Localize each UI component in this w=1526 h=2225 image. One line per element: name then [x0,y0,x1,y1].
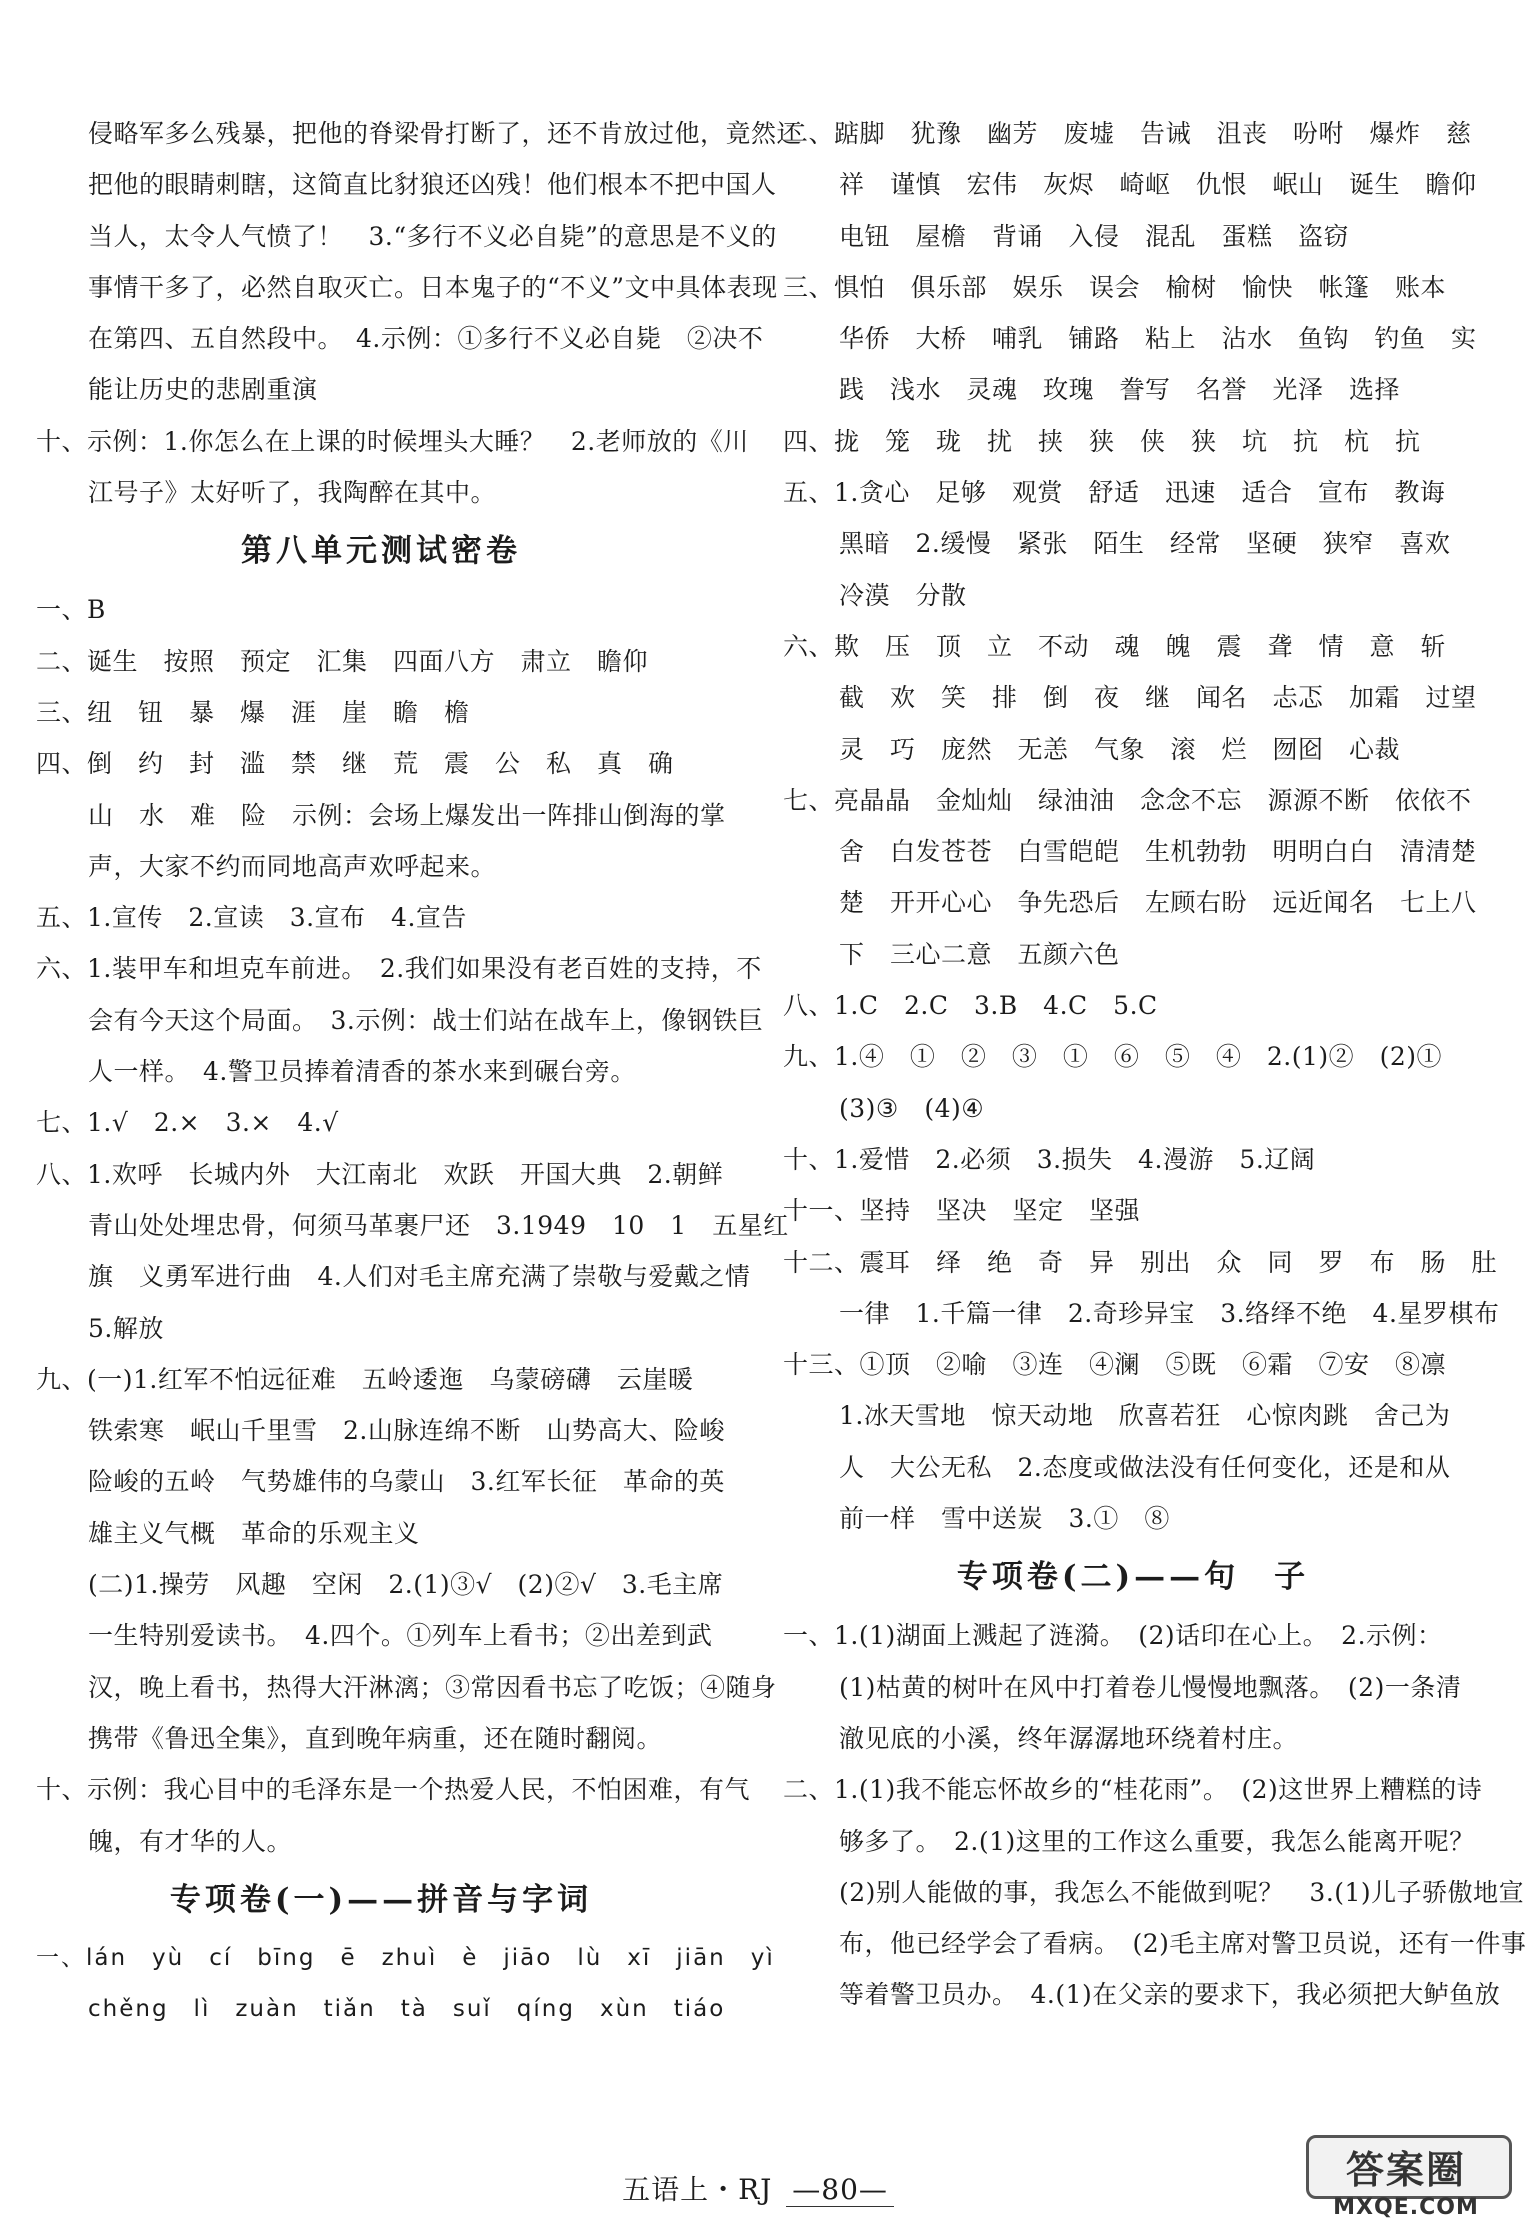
right-answer-line: 一、1.(1)湖面上溅起了涟漪。 (2)话印在心上。 2.示例： [783,1621,1443,1651]
right-answer-line: 四、拢 笼 珑 扰 挟 狭 侠 狭 坑 抗 杭 抗 [783,426,1421,456]
left-answer-line: 声，大家不约而同地高声欢呼起来。 [88,851,497,881]
left-answer-line: 汉，晚上看书，热得大汗淋漓；③常因看书忘了吃饭；④随身 [88,1672,777,1702]
left-answer-line: chěng lì zuàn tiǎn tà suǐ qíng xùn tiáo [88,1996,726,2023]
left-answer-line: 九、(一)1.红军不怕远征难 五岭逶迤 乌蒙磅礴 云崖暖 [36,1364,694,1394]
left-answer-line: 青山处处埋忠骨，何须马革裹尸还 3.1949 10 1 五星红 [88,1210,789,1240]
right-column [783,108,1526,2021]
right-answer-line: 人 大公无私 2.态度或做法没有任何变化，还是和从 [839,1452,1451,1482]
right-answer-line: 舍 白发苍苍 白雪皑皑 生机勃勃 明明白白 清清楚 [839,837,1477,867]
left-answer-line: 山 水 难 险 示例：会场上爆发出一阵排山倒海的掌 [88,800,726,830]
left-answer-line: 十、示例：我心目中的毛泽东是一个热爱人民，不怕困难，有气 [36,1775,751,1805]
right-answer-line: 一律 1.千篇一律 2.奇珍异宝 3.络绎不绝 4.星罗棋布 [839,1298,1500,1328]
right-answer-line: 二、踮脚 犹豫 幽芳 废墟 告诫 沮丧 吩咐 爆炸 慈 [783,119,1472,148]
left-answer-line: 二、诞生 按照 预定 汇集 四面八方 肃立 瞻仰 [36,646,649,676]
left-answer-line: 铁索寒 岷山千里雪 2.山脉连绵不断 山势高大、险峻 [88,1416,725,1446]
left-answer-line: 携带《鲁迅全集》，直到晚年病重，还在随时翻阅。 [88,1723,663,1753]
right-answer-line: (1)枯黄的树叶在风中打着卷儿慢慢地飘落。 (2)一条清 [839,1672,1462,1702]
left-answer-line: 五、1.宣传 2.宣读 3.宣布 4.宣告 [36,903,467,933]
right-answer-line: 九、1.④ ① ② ③ ① ⑥ ⑤ ④ 2.(1)② (2)① [783,1042,1443,1072]
right-answer-line: (3)③ (4)④ [839,1093,985,1123]
right-answer-line: 灵 巧 庞然 无恙 气象 滚 烂 囫囵 心裁 [839,734,1401,764]
left-answer-line: 魄，有才华的人。 [88,1826,293,1856]
watermark-logo-text: 答案圈 [1345,2148,1466,2192]
right-answer-line: 六、欺 压 顶 立 不动 魂 魄 震 聋 情 意 斩 [783,631,1447,661]
right-answer-line: 1.冰天雪地 惊天动地 欣喜若狂 心惊肉跳 舍己为 [839,1401,1451,1431]
left-answer-line: 一、B [36,595,106,625]
right-answer-line: 十二、震耳 绎 绝 奇 异 别出 众 同 罗 布 肠 肚 [783,1247,1498,1277]
right-answer-line: 祥 谨慎 宏伟 灰烬 崎岖 仇恨 岷山 诞生 瞻仰 [839,170,1477,200]
left-answer-line: 江号子》太好听了，我陶醉在其中。 [88,478,497,508]
right-section-title: 专项卷(二)——句 子 [956,1559,1310,1596]
right-answer-line: 下 三心二意 五颜六色 [839,939,1120,969]
right-answer-line: (2)别人能做的事，我怎么不能做到呢？ 3.(1)儿子骄傲地宣 [839,1877,1525,1907]
left-section-title: 第八单元测试密卷 [241,533,521,570]
left-answer-line: 把他的眼睛刺瞎，这简直比豺狼还凶残！他们根本不把中国人 [88,170,777,200]
left-answer-line: 会有今天这个局面。 3.示例：战士们站在战车上，像钢铁巨 [88,1005,764,1035]
left-answer-line: 事情干多了，必然自取灭亡。日本鬼子的“不义”文中具体表现 [88,272,778,302]
left-answer-line: 5.解放 [88,1313,164,1343]
right-answer-line: 电钮 屋檐 背诵 入侵 混乱 蛋糕 盗窃 [839,221,1350,251]
left-answer-line: 雄主义气概 革命的乐观主义 [88,1518,420,1548]
left-answer-line: 一生特别爱读书。 4.四个。①列车上看书；②出差到武 [88,1621,713,1651]
page-number: —80— [786,2173,894,2207]
right-answer-line: 十一、坚持 坚决 坚定 坚强 [783,1196,1141,1226]
watermark-url: MXQE.COM [1333,2195,1479,2220]
right-answer-line: 十、1.爱惜 2.必须 3.损失 4.漫游 5.辽阔 [783,1144,1316,1174]
right-answer-line: 践 浅水 灵魂 玫瑰 誊写 名誉 光泽 选择 [839,375,1401,405]
right-answer-line: 等着警卫员办。 4.(1)在父亲的要求下，我必须把大鲈鱼放 [839,1980,1501,2010]
left-answer-line: 七、1.√ 2.× 3.× 4.√ [36,1108,339,1138]
left-answer-line: 三、纽 钮 暴 爆 涯 崖 瞻 檐 [36,697,470,727]
right-answer-line: 楚 开开心心 争先恐后 左顾右盼 远近闻名 七上八 [839,888,1477,918]
right-answer-line: 前一样 雪中送炭 3.① ⑧ [839,1504,1170,1534]
right-answer-line: 二、1.(1)我不能忘怀故乡的“桂花雨”。 (2)这世界上糟糕的诗 [783,1775,1483,1805]
right-answer-line: 够多了。 2.(1)这里的工作这么重要，我怎么能离开呢？ [839,1826,1475,1856]
right-answer-line: 十三、①顶 ②喻 ③连 ④澜 ⑤既 ⑥霜 ⑦安 ⑧凛 [783,1350,1447,1380]
right-answer-line: 七、亮晶晶 金灿灿 绿油油 念念不忘 源源不断 依依不 [783,785,1472,815]
left-column [36,108,803,2035]
left-answer-line: 人一样。 4.警卫员捧着清香的茶水来到碾台旁。 [88,1057,636,1087]
left-answer-line: 八、1.欢呼 长城内外 大江南北 欢跃 开国大典 2.朝鲜 [36,1159,724,1189]
right-answer-line: 澈见底的小溪，终年潺潺地环绕着村庄。 [839,1723,1299,1753]
right-answer-line: 五、1.贪心 足够 观赏 舒适 迅速 适合 宣布 教诲 [783,478,1446,508]
left-answer-line: 六、1.装甲车和坦克车前进。 2.我们如果没有老百姓的支持，不 [36,954,762,984]
watermark-logo [1306,2135,1506,2221]
left-answer-line: (二)1.操劳 风趣 空闲 2.(1)③√ (2)②√ 3.毛主席 [88,1570,724,1600]
right-answer-line: 截 欢 笑 排 倒 夜 继 闻名 忐忑 加霜 过望 [839,683,1477,713]
right-answer-line: 黑暗 2.缓慢 紧张 陌生 经常 坚硬 狭窄 喜欢 [839,529,1451,559]
left-answer-line: 四、倒 约 封 滥 禁 继 荒 震 公 私 真 确 [36,749,674,779]
left-answer-line: 一、lán yù cí bīng ē zhuì è jiāo lù xī jiān yì [36,1944,775,1971]
left-answer-line: 在第四、五自然段中。 4.示例：①多行不义必自毙 ②决不 [88,324,764,354]
right-answer-line: 冷漠 分散 [839,580,967,610]
right-answer-line: 布，他已经学会了看病。 (2)毛主席对警卫员说，还有一件事 [839,1929,1526,1959]
right-answer-line: 华侨 大桥 哺乳 铺路 粘上 沾水 鱼钩 钓鱼 实 [839,324,1477,354]
left-answer-line: 旗 义勇军进行曲 4.人们对毛主席充满了崇敬与爱戴之情 [88,1262,751,1292]
left-answer-line: 侵略军多么残暴，把他的脊梁骨打断了，还不肯放过他，竟然还 [88,119,803,148]
left-answer-line: 十、示例：1.你怎么在上课的时候埋头大睡？ 2.老师放的《川 [36,426,749,456]
footer-book-label: 五语上・RJ [622,2173,773,2206]
left-answer-line: 险峻的五岭 气势雄伟的乌蒙山 3.红军长征 革命的英 [88,1467,725,1497]
left-answer-line: 当人，太令人气愤了！ 3.“多行不义必自毙”的意思是不义的 [88,221,777,251]
right-answer-line: 三、惧怕 俱乐部 娱乐 误会 榆树 愉快 帐篷 账本 [783,272,1447,302]
right-answer-line: 八、1.C 2.C 3.B 4.C 5.C [783,991,1158,1021]
page-footer [0,2168,1516,2208]
left-answer-line: 能让历史的悲剧重演 [88,375,318,405]
left-section-title: 专项卷(一)——拼音与字词 [169,1881,593,1918]
